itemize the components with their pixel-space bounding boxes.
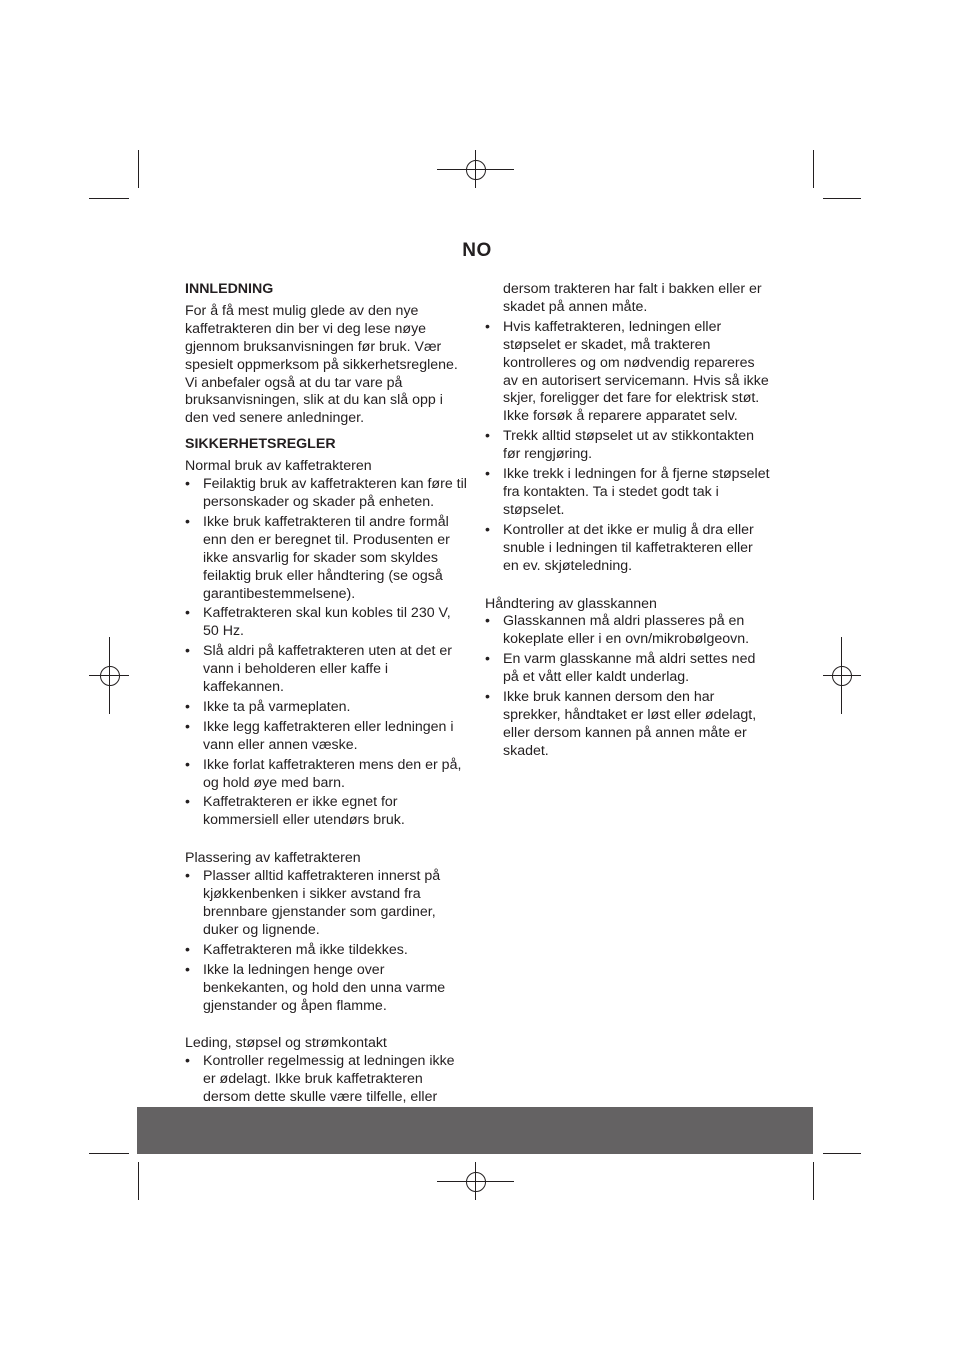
list-item: • Feilaktig bruk av kaffetrakteren kan føre til personskader og skader på enheten. <box>185 476 467 510</box>
cord-heading: Leding, støpsel og strømkontakt <box>185 1035 387 1052</box>
cord-continuation: dersom trakteren har falt i bakken eller er skadet på annen måte. <box>503 281 762 315</box>
bullet: • <box>485 613 490 630</box>
bullet: • <box>185 868 190 885</box>
list-item: • Glasskannen må aldri plasseres på en kokeplate eller i en ovn/mikrobølgeovn. <box>485 613 750 648</box>
glass-list <box>485 613 770 760</box>
bullet: • <box>185 756 190 773</box>
footer-bar <box>137 1107 813 1154</box>
bullet: • <box>185 698 190 715</box>
list-item: • Ikke bruk kannen dersom den har sprekker, håndtaket er løst eller ødelagt, eller dersom kannen på annen måte er skadet. <box>485 689 757 759</box>
list-item: • Ikke legg kaffetrakteren eller ledningen i vann eller annen væske. <box>185 718 454 753</box>
list-item: • Slå aldri på kaffetrakteren uten at det er vann i beholderen eller kaffe i kaffekannen. <box>185 643 452 696</box>
list-item: • Hvis kaffetrakteren, ledningen eller støpselet er skadet, må trakteren kontrolleres og om nødvendig repareres av en autorisert servicemann. Hvis så ikke skjer, foreligger det fare for elektrisk støt. Ikke forsøk å reparere apparatet selv. <box>485 318 769 425</box>
list-item: • Ikke trekk i ledningen for å fjerne støpselet fra kontakten. Ta i stedet godt tak i støpselet. <box>485 466 770 518</box>
bullet: • <box>485 651 490 668</box>
placement-heading: Plassering av kaffetrakteren <box>185 850 361 867</box>
bullet: • <box>485 521 490 538</box>
spacer <box>485 578 770 596</box>
normal-use-heading: Normal bruk av kaffetrakteren <box>185 458 372 475</box>
safety-heading: SIKKERHETSREGLER <box>185 436 336 453</box>
bullet: • <box>185 605 190 622</box>
bullet: • <box>185 961 190 978</box>
list-item: • Ikke bruk kaffetrakteren til andre formål enn den er beregnet til. Produsenten er ikke ansvarlig for skader som skyldes feilaktig bruk eller håndtering (se også garantibestemmelsene). <box>185 513 450 602</box>
right-column <box>485 281 770 763</box>
bullet: • <box>185 941 190 958</box>
list-item: • Kaffetrakteren er ikke egnet for kommersiell eller utendørs bruk. <box>185 794 405 829</box>
list-item: • Kaffetrakteren må ikke tildekkes. <box>185 941 408 958</box>
bullet: • <box>185 476 190 493</box>
list-item: • Kontroller at det ikke er mulig å dra eller snuble i ledningen til kaffetrakteren eller en ev. skjøteledning. <box>485 521 754 574</box>
intro-text: For å få mest mulig glede av den nye kaffetrakteren din ber vi deg lese nøye gjennom bruksanvisningen før bruk. Vær spesielt oppmerksom på sikkerhetsreglene. Vi anbefaler også at du tar vare på bruksanvisningen, slik at du kan slå opp i den ved senere anledninger. <box>185 302 458 427</box>
placement-list <box>185 868 470 1015</box>
list-item: • Ikke ta på varmeplaten. <box>185 698 351 715</box>
bullet: • <box>485 466 490 483</box>
cord-list-start <box>185 1053 470 1107</box>
list-item: • Kaffetrakteren skal kun kobles til 230 V, 50 Hz. <box>185 605 451 640</box>
bullet: • <box>485 689 490 706</box>
list-item: • Plasser alltid kaffetrakteren innerst på kjøkkenbenken i sikker avstand fra brennbare gjenstander som gardiner, duker og lignende. <box>185 868 441 938</box>
list-item: • Ikke la ledningen henge over benkekanten, og hold den unna varme gjenstander og åpen flamme. <box>185 961 446 1014</box>
bullet: • <box>185 718 190 735</box>
bullet: • <box>185 1053 190 1070</box>
bullet: • <box>185 643 190 660</box>
list-item: • Ikke forlat kaffetrakteren mens den er på, og hold øye med barn. <box>185 756 462 791</box>
left-column <box>185 281 470 1109</box>
spacer <box>185 1017 470 1035</box>
spacer <box>185 832 470 850</box>
cord-list <box>485 319 770 576</box>
normal-use-list <box>185 476 470 830</box>
bullet: • <box>185 513 190 530</box>
list-item: • Kontroller regelmessig at ledningen ikke er ødelagt. Ikke bruk kaffetrakteren dersom dette skulle være tilfelle, eller <box>185 1053 455 1106</box>
bullet: • <box>485 428 490 445</box>
list-item: • Trekk alltid støpselet ut av stikkontakten før rengjøring. <box>485 428 755 463</box>
intro-heading: INNLEDNING <box>185 281 274 297</box>
glass-heading: Håndtering av glasskannen <box>485 595 657 612</box>
list-item: • En varm glasskanne må aldri settes ned på et vått eller kaldt underlag. <box>485 651 756 686</box>
bullet: • <box>185 794 190 811</box>
bullet: • <box>485 318 490 335</box>
language-code: NO <box>462 240 492 261</box>
